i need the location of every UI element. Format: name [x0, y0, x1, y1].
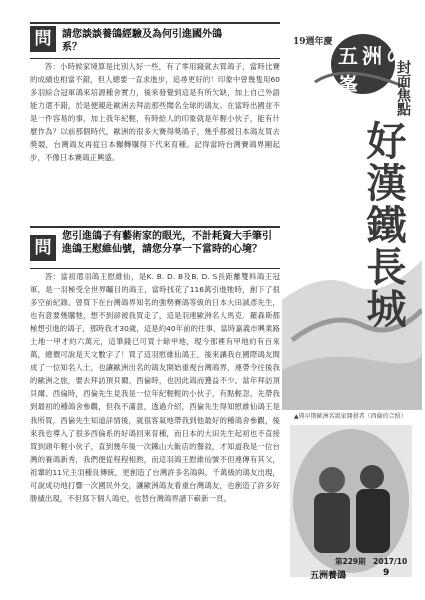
portrait-photo	[290, 425, 412, 577]
question-mark-icon: 問	[30, 235, 56, 261]
answer-2	[30, 270, 280, 505]
question-mark-icon: 問	[30, 26, 56, 52]
footer-bar	[308, 565, 412, 583]
question-2-box	[30, 226, 280, 269]
question-1-text: 請您談談養鴿經驗及為何引進國外鴿系？	[62, 29, 222, 53]
question-1-box	[30, 22, 280, 59]
anniversary-badge: 19週年慶	[293, 37, 333, 47]
feature-title: 好漢鐵長城	[360, 120, 407, 330]
section-label: 封面焦點	[395, 60, 411, 116]
answer-1-paragraph: 答：小時候家境算是比別人好一些，有了零用錢就去買鴿子，當時比賽的成績也相當不錯，但人總要一直求進步，追尋更好的！印象中曾幾隻用60多羽綜合冠軍鴿來培源種舍實力，後來發覺到這是有所欠缺，加上自己外語能力還不錯，於是便親赴歐洲去拜訪那些聞名全球的鴿友。在當時出國並不是一件容易的事，加上我年紀輕，有時給人的印象就是年輕小伙子，能有什麼作為？以前那個時代，歐洲的很多大賽得獎鴿子，幾乎都被日本鴿友買去獎競，台灣鴿友再從日本輾轉購得下代來育種。記得當時台灣賽鴿界剛起步，不像日本賽鴿正興盛。	[30, 62, 280, 163]
answer-1	[30, 60, 280, 164]
footer-magazine-name: 五洲養鴿	[310, 571, 347, 581]
answer-2-paragraph: 答：當初還羽鴿王慰維仙，是K. B. D. B及B. D. S長距離雙料鴿王冠軍，是一羽極受全世界矚目的鴿王，當時找花了116萬引進牠時，創下了很多空前紀錄。曾買下在台灣鴿界知名的強勢賽鴿等級的日本大田誠彥先生，也有意要幾購牠，想不到卻被我買走了，這是羽連歐洲名人馬克．羅森斯都極想引進的鴿子，那時我才30歲，這是約40年前的往事，當時嘉義市興業路土地一甲才約六萬元，這筆錢已可買十餘甲地，現今那裡有甲地約有百來萬，總價可說是天文數字了！買了這羽慰維仙鴿王，後來讓我在國際鴿友間成了一位知名人士，也讓歐洲出名的鴿友開始重視台灣鴿界，連帶令往後我的歐洲之旅，要去拜訪頂貝爾、西倫時，也因此鴿而獲益不少。當年拜訪頂貝爾、西倫時，西倫先生見我是一位年紀輕輕的小伙子，有點輕忽，先帶我到最初的種鴿舍參觀，但我不滿意，透過介紹，西倫先生得知慰維仙鴿王是我所買，西倫先生知道詳情後，就很客氣地帶我到他最好的種鴿舍參觀，後來我也導入了很多西倫系的好鴿回來育種，而日本的大田先生起初也不直接買到頭年輕小伙子，直到幾年後一次鐵山大飯店的餐敘，才知道我是一位台灣的養鴿新秀，我們便從程程相熟，而這羽鴿王慰維仙號不但連傳有其父，祖輩的11兄主羽種良傳統，更創造了台灣許多名鴿與，千萬級的鴿友出現，可說成功地打響一次國民外交，讓歐洲鴿友看重台灣鴿友，也創造了許多好勝績出現，不但寫下個人鴿史，也替台灣鴿界譜下嶄新一頁。	[30, 272, 280, 503]
magazine-logo: 五洲の峯	[338, 44, 410, 97]
issue-number: 第229期 2017/10	[335, 557, 408, 566]
page-number: 9	[383, 568, 390, 578]
photo-caption: ▲與早期歐洲名鴿家開發者（西倫的合照）	[294, 413, 407, 420]
question-2-text: 您引進鴿子有藝術家的眼光，不計耗資大手筆引進鴿王慰維仙號，請您分享一下當時的心境？	[62, 231, 272, 255]
